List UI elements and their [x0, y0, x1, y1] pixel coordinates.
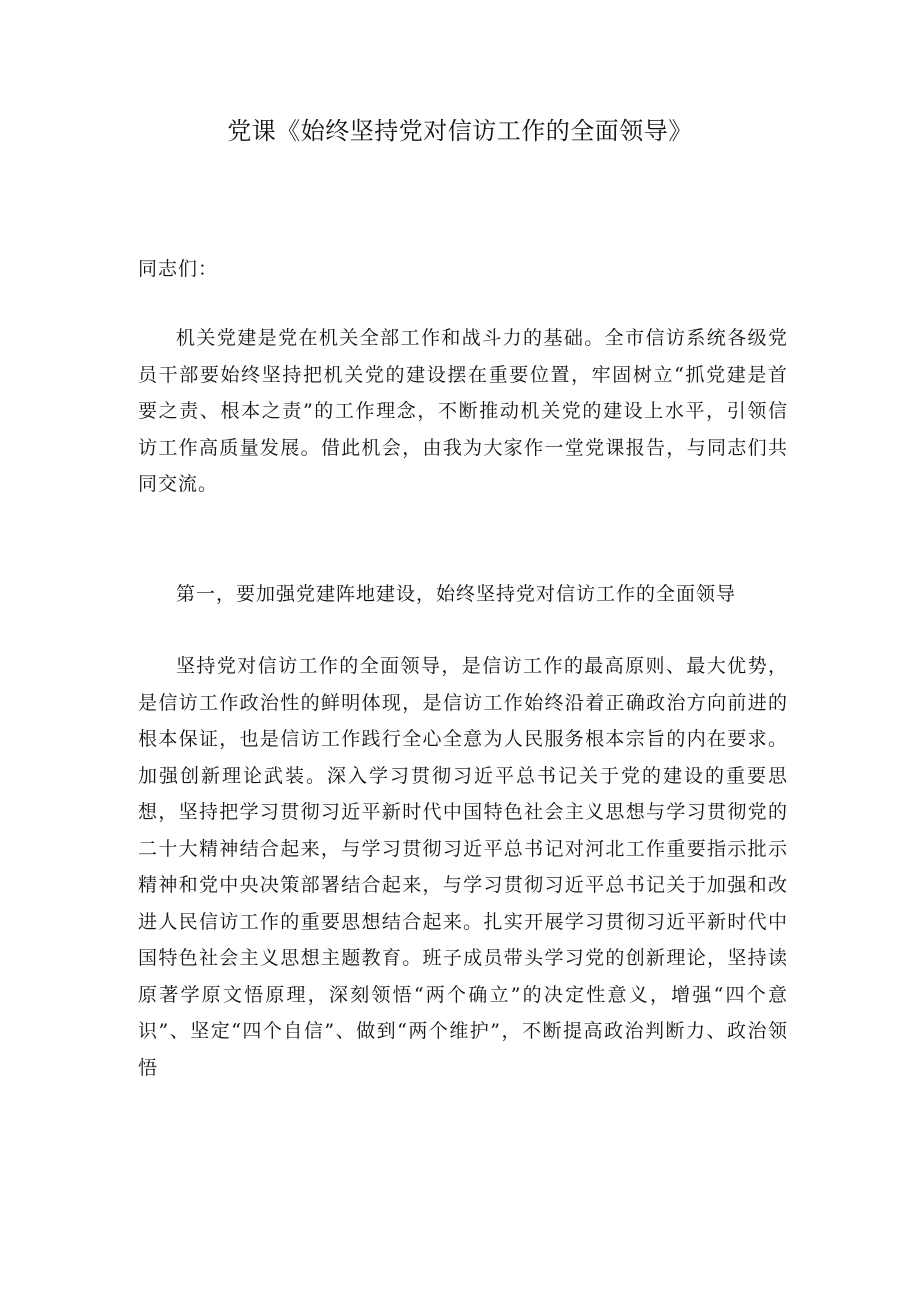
- salutation: 同志们：: [138, 258, 219, 280]
- section-heading-1: 第一，要加强党建阵地建设，始终坚持党对信访工作的全面领导: [176, 583, 737, 605]
- paragraph-intro: 机关党建是党在机关全部工作和战斗力的基础。全市信访系统各级党员干部要始终坚持把机关党的建设摆在重要位置，牢固树立“抓党建是首要之责、根本之责”的工作理念，不断推动机关党的建设上水平，引领信访工作高质量发展。借此机会，由我为大家作一堂党课报告，与同志们共同交流。: [138, 327, 788, 495]
- paragraph-section-1: 坚持党对信访工作的全面领导，是信访工作的最高原则、最大优势，是信访工作政治性的鲜明体现，是信访工作始终沿着正确政治方向前进的根本保证，也是信访工作践行全心全意为人民服务根本宗旨的内在要求。加强创新理论武装。深入学习贯彻习近平总书记关于党的建设的重要思想，坚持把学习贯彻习近平新时代中国特色社会主义思想与学习贯彻党的二十大精神结合起来，与学习贯彻习近平总书记对河北工作重要指示批示精神和党中央决策部署结合起来，与学习贯彻习近平总书记关于加强和改进人民信访工作的重要思想结合起来。扎实开展学习贯彻习近平新时代中国特色社会主义思想主题教育。班子成员带头学习党的创新理论，坚持读原著学原文悟原理，深刻领悟“两个确立”的决定性意义，增强“四个意识”、坚定“四个自信”、做到“两个维护”，不断提高政治判断力、政治领悟: [138, 655, 788, 1079]
- document-title: 党课《始终坚持党对信访工作的全面领导》: [227, 117, 693, 145]
